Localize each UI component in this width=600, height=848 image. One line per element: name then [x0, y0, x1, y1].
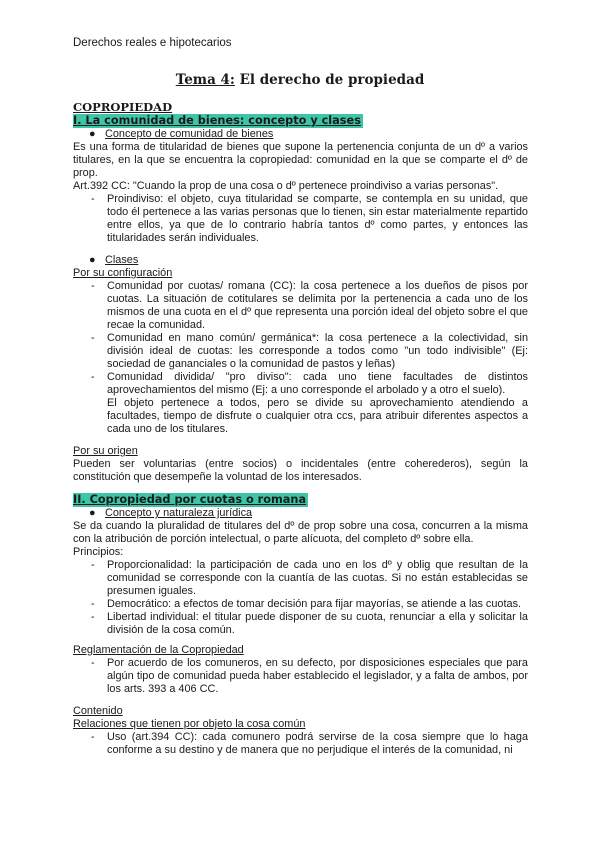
- title-prefix: Tema 4:: [175, 72, 235, 88]
- dash-item-principio-1: - Proporcionalidad: la participación de cada uno en los dº y oblig que resultan de la comunidad se corresponde con la cuantía de las cuotas. Si no están establecidas se presumen iguales.: [91, 559, 528, 597]
- dash-item-clase-3-cont: El objeto pertenece a todos, pero se divide su aprovechamiento atendiendo a facultades, tiempo de disfrute o cualquier otra ccs, para atribuir diferentes aspectos a cada uno de los titulares.: [107, 397, 528, 435]
- label-reglamentacion: Reglamentación de la Copropiedad: [73, 644, 244, 656]
- dash-item-clase-3: - Comunidad dividida/ "pro diviso": cada uno tiene facultades de distintos aprovechamientos del mismo (Ej: a uno corresponde el arbolado y a otro el suelo).: [91, 371, 528, 396]
- bullet-dot-icon: ●: [89, 254, 96, 266]
- dash-item-proindiviso: - Proindiviso: el objeto, cuya titularidad se comparte, se contempla en su unidad, que todo él pertenece a las varias personas que lo tienen, sin estar materialmente repartido entre ellos, ya que de lo contrario habría tantos dº como partes, y entonces las titularidades serán individuales.: [91, 193, 528, 244]
- paragraph-art392: Art.392 CC: "Cuando la prop de una cosa o dº pertenece proindiviso a varias personas".: [73, 180, 499, 192]
- bullet-dot-icon: ●: [89, 507, 96, 519]
- paragraph-definicion: Es una forma de titularidad de bienes que supone la pertenencia conjunta de un dº a varios titulares, en la que se encuentra la copropiedad: comunidad en la que se comparte el dº de prop.: [73, 141, 528, 179]
- paragraph-origen: Pueden ser voluntarias (entre socios) o incidentales (entre coherederos), según la constitución que desempeñe la voluntad de los interesados.: [73, 458, 528, 483]
- title-rest: El derecho de propiedad: [234, 72, 425, 88]
- section-heading-copropiedad: COPROPIEDAD: [73, 100, 173, 114]
- paragraph-cuotas-definicion: Se da cuando la pluralidad de titulares del dº de prop sobre una cosa, concurren a la misma con la atribución de porción intelectual, o parte alícuota, del completo dº sobre ella.: [73, 520, 528, 545]
- label-contenido: Contenido: [73, 705, 123, 717]
- dash-item-principio-2: - Democrático: a efectos de tomar decisión para fijar mayorías, se atiende a las cuotas.: [91, 598, 522, 610]
- bullet-dot-icon: ●: [89, 128, 96, 140]
- label-por-origen: Por su origen: [73, 445, 138, 457]
- label-relaciones: Relaciones que tienen por objeto la cosa común: [73, 718, 306, 730]
- label-principios: Principios:: [73, 546, 124, 558]
- page-header: Derechos reales e hipotecarios: [73, 37, 232, 49]
- dash-item-reglamentacion: - Por acuerdo de los comuneros, en su defecto, por disposiciones especiales que para algún tipo de comunidad pueda haber establecido el legislador, y a falta de ambos, por los arts. 393 a 406 CC.: [91, 657, 528, 695]
- dash-item-clase-1: - Comunidad por cuotas/ romana (CC): la cosa pertenece a los dueños de pisos por cuotas. La situación de cotitulares se delimita por la pertenencia a cada uno de los mismos de una cuota en el dº que representa una porción ideal del objeto sobre el que recae la comunidad.: [91, 280, 528, 331]
- section-heading-cuotas: II. Copropiedad por cuotas o romana: [73, 493, 307, 506]
- dash-item-uso: - Uso (art.394 CC): cada comunero podrá servirse de la cosa siempre que lo haga conforme a su destino y de manera que no perjudique el interés de la comunidad, ni: [91, 731, 528, 756]
- dash-item-clase-2: - Comunidad en mano común/ germánica*: la cosa pertenece a la colectividad, sin división ideal de cuotas: les corresponde a todos como "un todo indivisible" (Ej: sociedad de gananciales o la comunidad de pastos y leñas): [91, 332, 528, 370]
- document-body: [73, 100, 528, 757]
- bullet-concepto: ● Concepto de comunidad de bienes: [89, 128, 274, 140]
- page-title: [0, 72, 600, 88]
- bullet-clases: ● Clases: [89, 254, 139, 266]
- dash-item-principio-3: - Libertad individual: el titular puede disponer de su cuota, renunciar a ella y solicitar la división de la cosa común.: [91, 611, 528, 636]
- bullet-naturaleza: ● Concepto y naturaleza jurídica: [89, 507, 253, 519]
- section-heading-comunidad: I. La comunidad de bienes: concepto y clases: [73, 114, 361, 127]
- label-por-configuracion: Por su configuración: [73, 267, 173, 279]
